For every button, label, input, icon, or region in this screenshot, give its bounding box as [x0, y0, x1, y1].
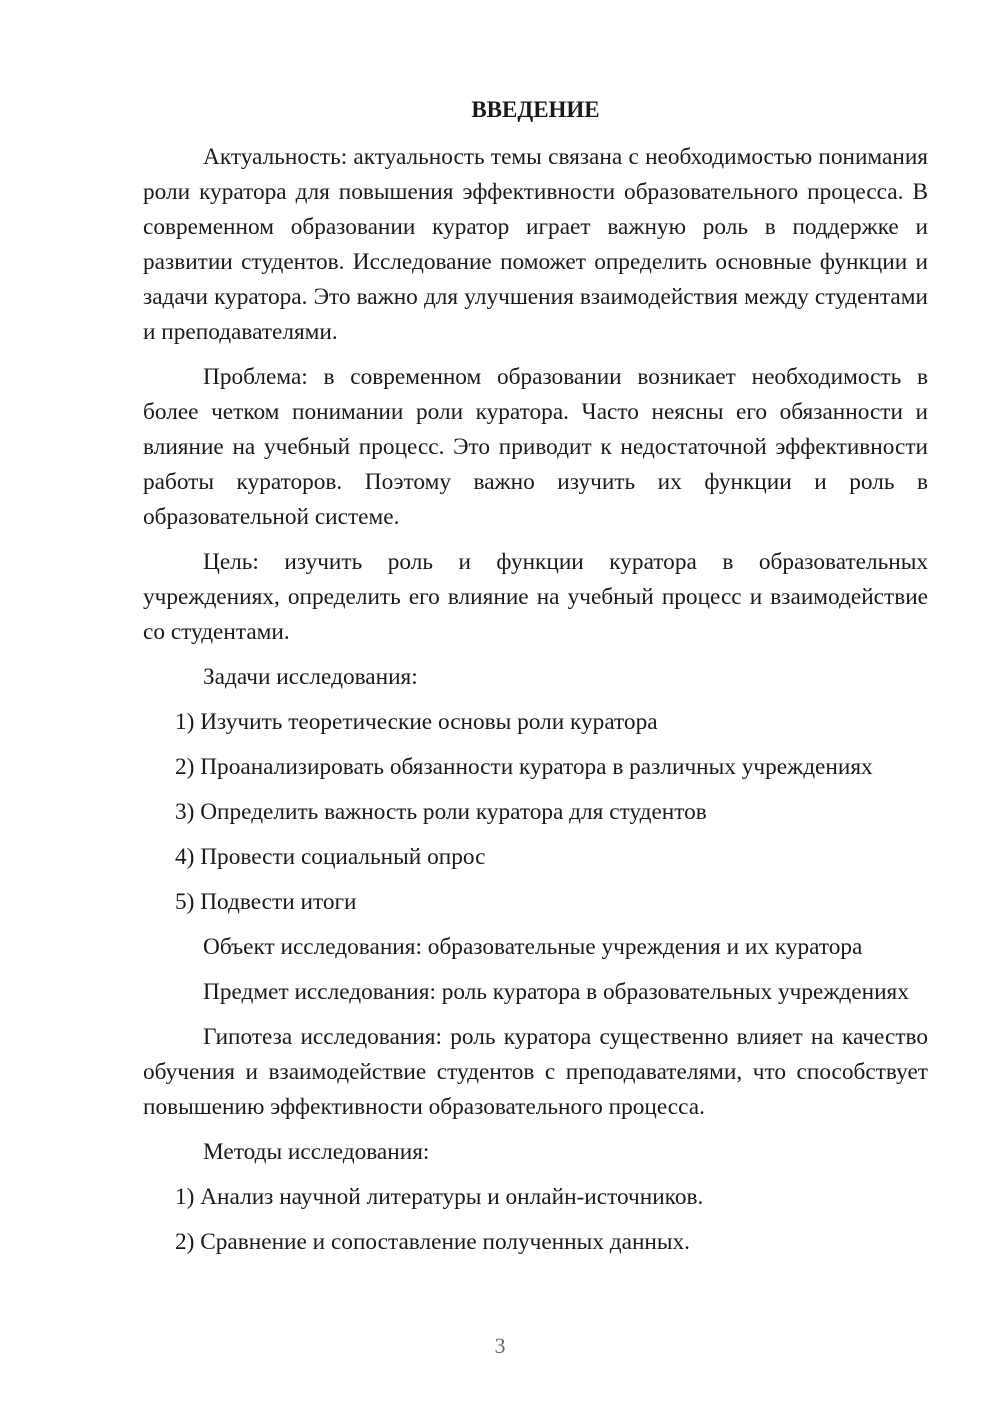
methods-list: [143, 1180, 928, 1260]
list-item: 4) Провести социальный опрос: [175, 844, 486, 870]
list-item: 2) Проанализировать обязанности куратора в различных учреждениях: [175, 754, 873, 780]
document-page: [143, 90, 928, 1270]
problem-paragraph: Проблема: в современном образовании возникает необходимость в более четком понимании роли куратора. Часто неясны его обязанности и влияние на учебный процесс. Это приводит к недостаточной эффективности работы кураторов. Поэтому важно изучить их функции и роль в образовательной системе.: [143, 364, 928, 530]
object-paragraph: Объект исследования: образовательные учреждения и их куратора: [203, 934, 863, 960]
goal-paragraph: Цель: изучить роль и функции куратора в образовательных учреждениях, определить его влияние на учебный процесс и взаимодействие со студентами.: [143, 549, 928, 645]
subject-paragraph: Предмет исследования: роль куратора в образовательных учреждениях: [203, 979, 909, 1005]
page-title: ВВЕДЕНИЕ: [471, 97, 600, 122]
list-item: 1) Изучить теоретические основы роли куратора: [175, 709, 658, 735]
relevance-paragraph: Актуальность: актуальность темы связана с необходимостью понимания роли куратора для повышения эффективности образовательного процесса. В современном образовании куратор играет важную роль в поддержке и развитии студентов. Исследование поможет определить основные функции и задачи куратора. Это важно для улучшения взаимодействия между студентами и преподавателями.: [143, 144, 928, 345]
list-item: 1) Анализ научной литературы и онлайн-источников.: [175, 1184, 704, 1210]
list-item: 3) Определить важность роли куратора для студентов: [175, 799, 707, 825]
page-number: 3: [494, 1333, 506, 1358]
list-item: 2) Сравнение и сопоставление полученных данных.: [175, 1229, 690, 1255]
tasks-heading: Задачи исследования:: [203, 664, 418, 690]
list-item: 5) Подвести итоги: [175, 889, 357, 915]
tasks-list: [143, 705, 928, 920]
methods-heading: Методы исследования:: [203, 1139, 430, 1165]
hypothesis-paragraph: Гипотеза исследования: роль куратора существенно влияет на качество обучения и взаимодействие студентов с преподавателями, что способствует повышению эффективности образовательного процесса.: [143, 1024, 928, 1120]
